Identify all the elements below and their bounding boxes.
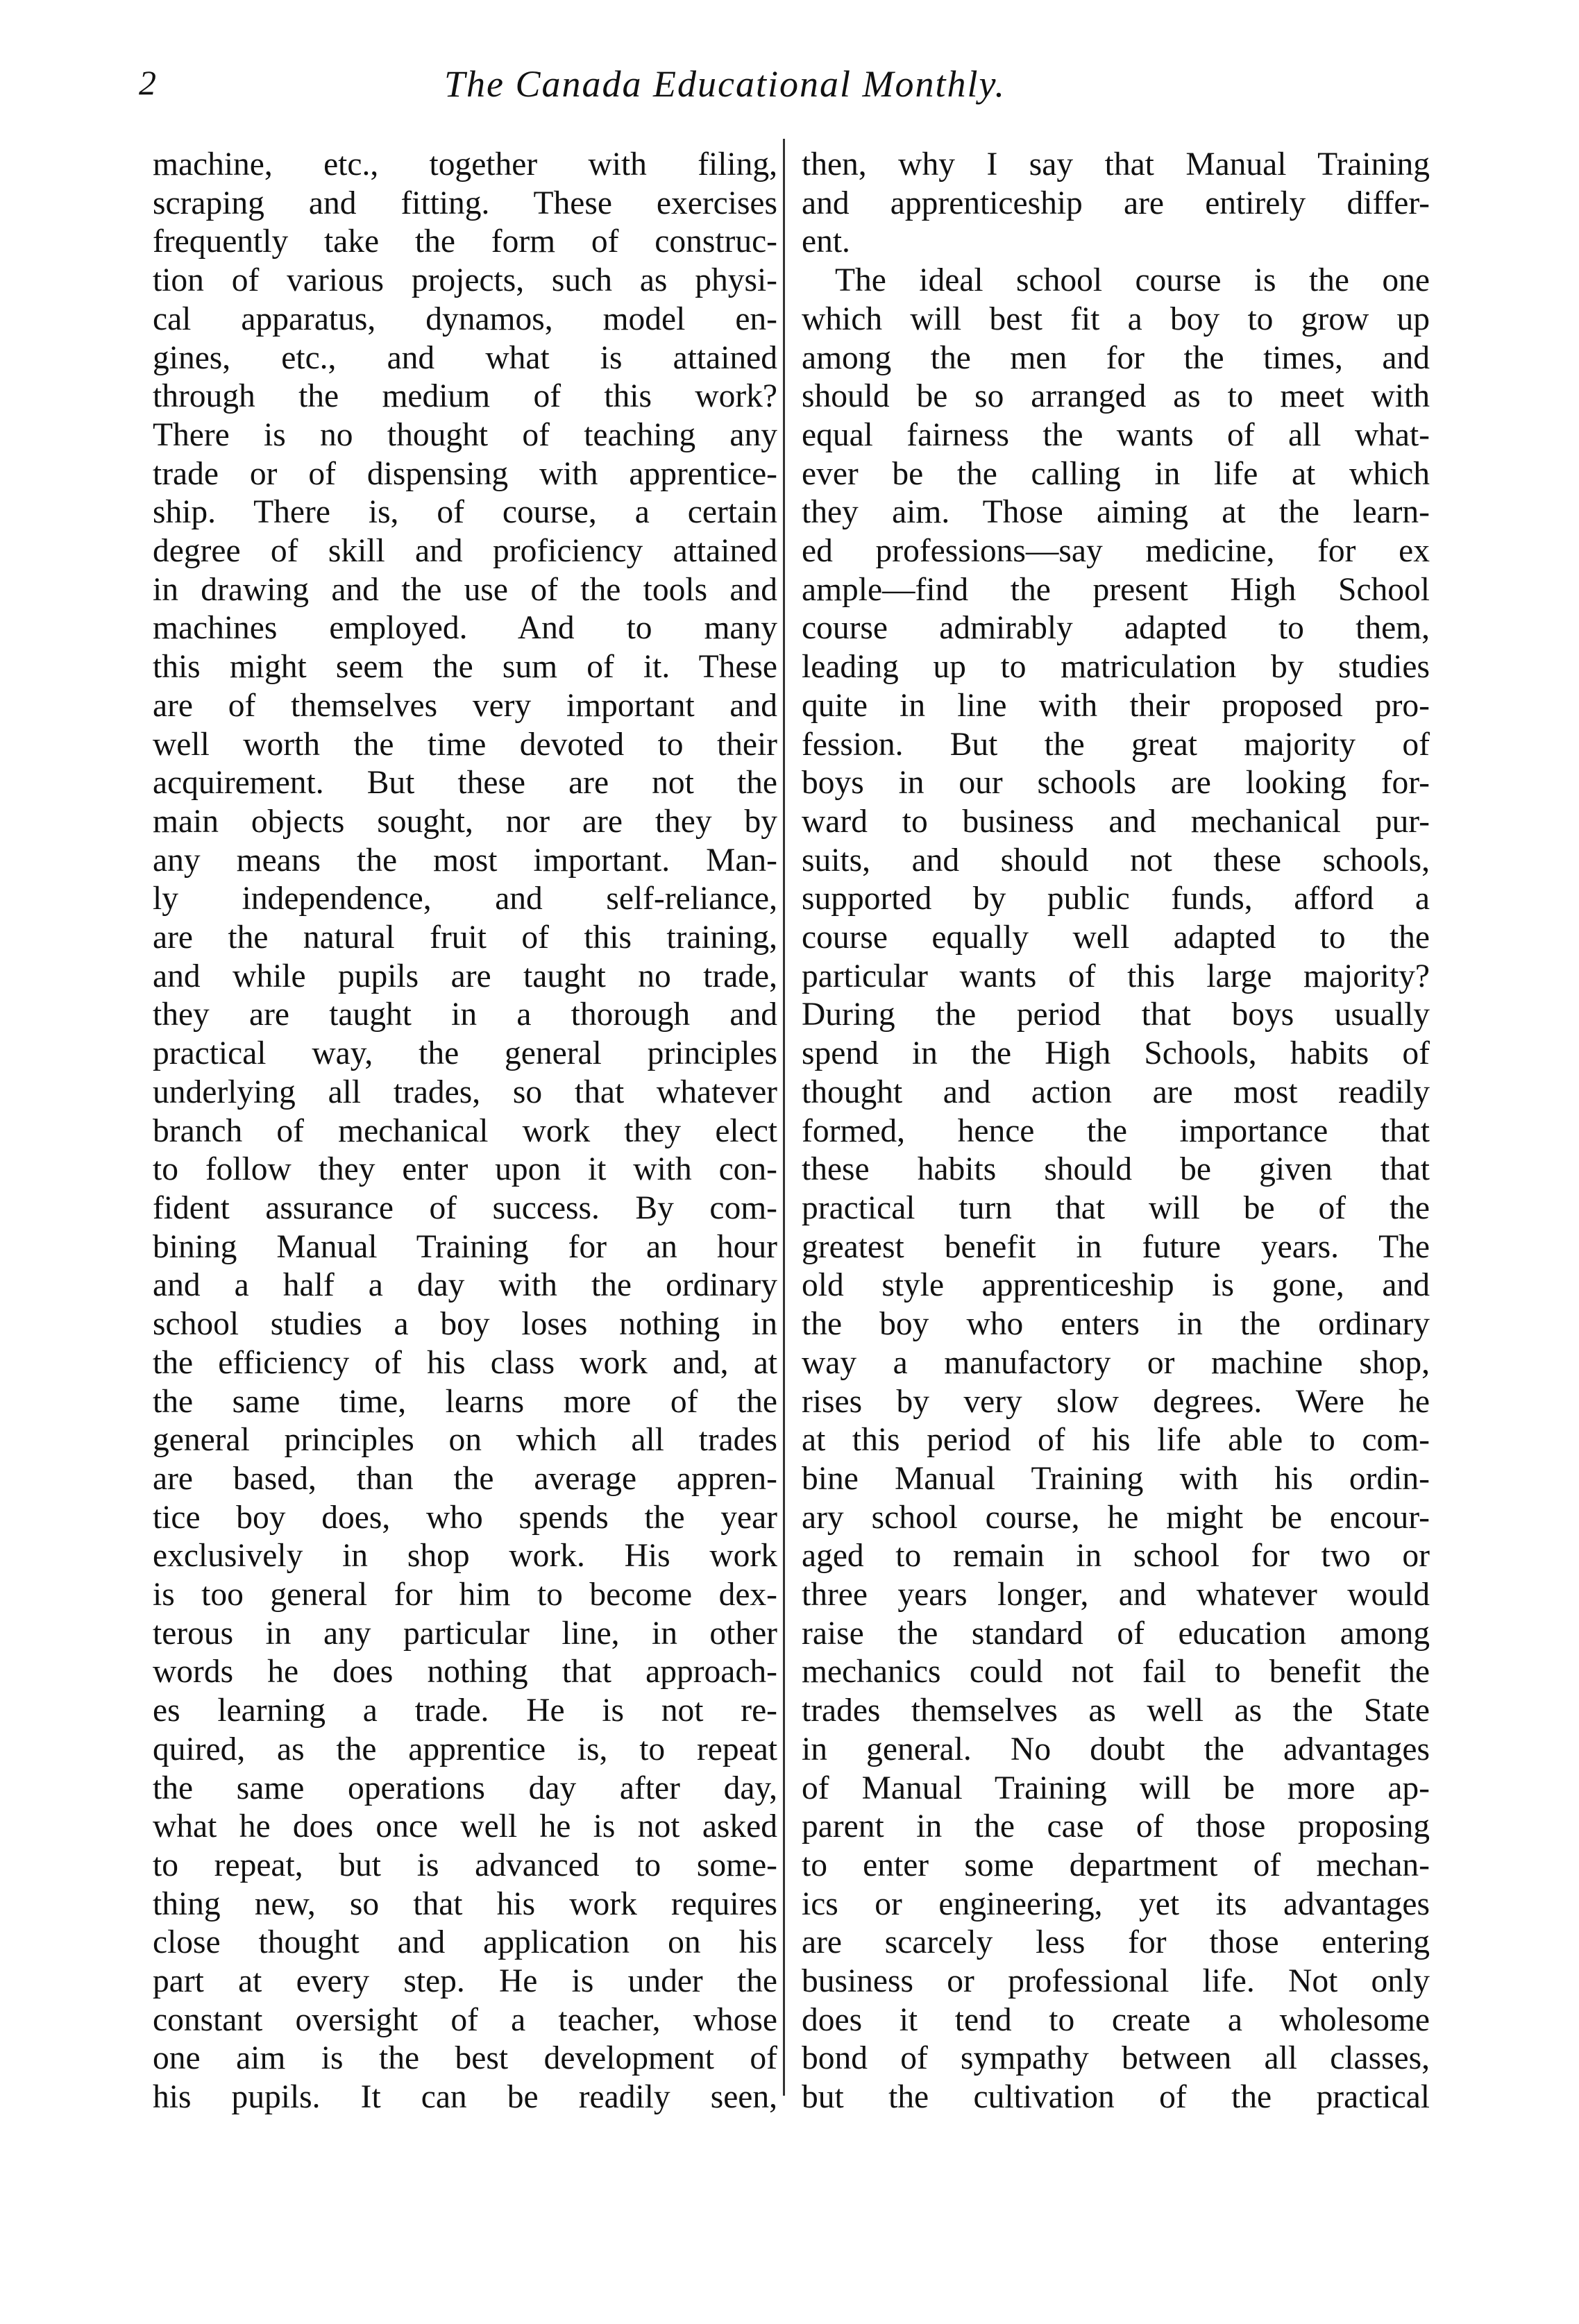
- text-line: part at every step. He is under the: [153, 1963, 777, 2000]
- text-line: exclusively in shop work. His work: [153, 1538, 777, 1575]
- text-line: equal fairness the wants of all what-: [802, 416, 1430, 453]
- text-line: then, why I say that Manual Training: [802, 146, 1430, 183]
- text-line: thing new, so that his work requires: [153, 1885, 777, 1922]
- text-line: are based, than the average appren-: [153, 1460, 777, 1497]
- text-line: bond of sympathy between all classes,: [802, 2040, 1430, 2077]
- page-header: [0, 62, 1579, 125]
- text-line: and while pupils are taught no trade,: [153, 958, 777, 994]
- text-line: of Manual Training will be more ap-: [802, 1770, 1430, 1806]
- text-line: business or professional life. Not only: [802, 1963, 1430, 2000]
- text-line: frequently take the form of construc-: [153, 223, 777, 260]
- text-line: this might seem the sum of it. These: [153, 649, 777, 686]
- text-line: branch of mechanical work they elect: [153, 1112, 777, 1149]
- text-line: rises by very slow degrees. Were he: [802, 1383, 1430, 1420]
- text-line: bining Manual Training for an hour: [153, 1228, 777, 1265]
- text-line: does it tend to create a wholesome: [802, 2001, 1430, 2038]
- text-line: way a manufactory or machine shop,: [802, 1344, 1430, 1381]
- text-line: bine Manual Training with his ordin-: [802, 1460, 1430, 1497]
- text-line: particular wants of this large majority?: [802, 958, 1430, 994]
- text-line: constant oversight of a teacher, whose: [153, 2001, 777, 2038]
- text-line: are the natural fruit of this training,: [153, 919, 777, 956]
- text-line: acquirement. But these are not the: [153, 765, 777, 801]
- right-column: [802, 146, 1430, 2117]
- text-line: ary school course, he might be encour-: [802, 1499, 1430, 1536]
- text-line: ward to business and mechanical pur-: [802, 803, 1430, 840]
- text-line: general principles on which all trades: [153, 1422, 777, 1459]
- text-line: gines, etc., and what is attained: [153, 339, 777, 376]
- page-number: 2: [139, 63, 156, 102]
- text-line: mechanics could not fail to benefit the: [802, 1654, 1430, 1690]
- text-line: During the period that boys usually: [802, 996, 1430, 1033]
- text-line: scraping and fitting. These exercises: [153, 185, 777, 221]
- text-line: what he does once well he is not asked: [153, 1808, 777, 1845]
- text-line: through the medium of this work?: [153, 378, 777, 415]
- text-line: in drawing and the use of the tools and: [153, 571, 777, 608]
- text-line: fident assurance of success. By com-: [153, 1189, 777, 1226]
- text-line: cal apparatus, dynamos, model en-: [153, 300, 777, 337]
- text-line: ly independence, and self-reliance,: [153, 881, 777, 917]
- text-line: trades themselves as well as the State: [802, 1693, 1430, 1729]
- text-line: practical way, the general principles: [153, 1035, 777, 1072]
- text-line: spend in the High Schools, habits of: [802, 1035, 1430, 1072]
- column-divider: [783, 139, 785, 2096]
- text-line: which will best fit a boy to grow up: [802, 300, 1430, 337]
- text-line: ed professions—say medicine, for ex: [802, 533, 1430, 570]
- text-line: aged to remain in school for two or: [802, 1538, 1430, 1575]
- text-line: ics or engineering, yet its advantages: [802, 1885, 1430, 1922]
- text-line: they aim. Those aiming at the learn-: [802, 494, 1430, 531]
- text-line: and apprenticeship are entirely differ-: [802, 185, 1430, 221]
- text-line: any means the most important. Man-: [153, 842, 777, 879]
- text-line: course admirably adapted to them,: [802, 610, 1430, 647]
- text-line: parent in the case of those proposing: [802, 1808, 1430, 1845]
- text-line: es learning a trade. He is not re-: [153, 1693, 777, 1729]
- text-line: the efficiency of his class work and, at: [153, 1344, 777, 1381]
- text-line: machines employed. And to many: [153, 610, 777, 647]
- text-line: to enter some department of mechan-: [802, 1847, 1430, 1883]
- text-line: trade or of dispensing with apprentice-: [153, 455, 777, 492]
- text-line: is too general for him to become dex-: [153, 1577, 777, 1613]
- text-line: ever be the calling in life at which: [802, 455, 1430, 492]
- text-line: quite in line with their proposed pro-: [802, 687, 1430, 724]
- text-line: ship. There is, of course, a certain: [153, 494, 777, 531]
- text-line: greatest benefit in future years. The: [802, 1228, 1430, 1265]
- running-head: The Canada Educational Monthly.: [444, 63, 1006, 105]
- text-line: The ideal school course is the one: [835, 262, 1430, 299]
- text-line: to repeat, but is advanced to some-: [153, 1847, 777, 1883]
- text-line: one aim is the best development of: [153, 2040, 777, 2077]
- text-line: quired, as the apprentice is, to repeat: [153, 1731, 777, 1767]
- text-line: tice boy does, who spends the year: [153, 1499, 777, 1536]
- text-line: formed, hence the importance that: [802, 1112, 1430, 1149]
- text-line: close thought and application on his: [153, 1924, 777, 1961]
- text-line: supported by public funds, afford a: [802, 881, 1430, 917]
- text-line: are scarcely less for those entering: [802, 1924, 1430, 1961]
- text-line: the boy who enters in the ordinary: [802, 1306, 1430, 1343]
- text-line: school studies a boy loses nothing in: [153, 1306, 777, 1343]
- text-line: terous in any particular line, in other: [153, 1615, 777, 1652]
- text-line: thought and action are most readily: [802, 1074, 1430, 1110]
- text-line: in general. No doubt the advantages: [802, 1731, 1430, 1767]
- text-line: these habits should be given that: [802, 1151, 1430, 1188]
- text-line: underlying all trades, so that whatever: [153, 1074, 777, 1110]
- text-line: the same time, learns more of the: [153, 1383, 777, 1420]
- text-line: words he does nothing that approach-: [153, 1654, 777, 1690]
- text-line: they are taught in a thorough and: [153, 996, 777, 1033]
- text-line: main objects sought, nor are they by: [153, 803, 777, 840]
- text-line: tion of various projects, such as physi-: [153, 262, 777, 299]
- text-line: There is no thought of teaching any: [153, 416, 777, 453]
- text-line: ample—find the present High School: [802, 571, 1430, 608]
- text-line: at this period of his life able to com-: [802, 1422, 1430, 1459]
- text-line: his pupils. It can be readily seen,: [153, 2079, 777, 2116]
- text-line: the same operations day after day,: [153, 1770, 777, 1806]
- text-line: leading up to matriculation by studies: [802, 649, 1430, 686]
- text-line: but the cultivation of the practical: [802, 2079, 1430, 2116]
- text-line: well worth the time devoted to their: [153, 726, 777, 763]
- text-line: to follow they enter upon it with con-: [153, 1151, 777, 1188]
- text-line: degree of skill and proficiency attained: [153, 533, 777, 570]
- text-line: are of themselves very important and: [153, 687, 777, 724]
- text-line: should be so arranged as to meet with: [802, 378, 1430, 415]
- text-line: boys in our schools are looking for-: [802, 765, 1430, 801]
- text-line: course equally well adapted to the: [802, 919, 1430, 956]
- text-line: suits, and should not these schools,: [802, 842, 1430, 879]
- left-column: [153, 146, 777, 2117]
- text-line: machine, etc., together with filing,: [153, 146, 777, 183]
- text-line: fession. But the great majority of: [802, 726, 1430, 763]
- text-line: and a half a day with the ordinary: [153, 1267, 777, 1304]
- text-line: ent.: [802, 223, 850, 260]
- text-line: among the men for the times, and: [802, 339, 1430, 376]
- text-line: three years longer, and whatever would: [802, 1577, 1430, 1613]
- text-line: practical turn that will be of the: [802, 1189, 1430, 1226]
- text-line: old style apprenticeship is gone, and: [802, 1267, 1430, 1304]
- text-line: raise the standard of education among: [802, 1615, 1430, 1652]
